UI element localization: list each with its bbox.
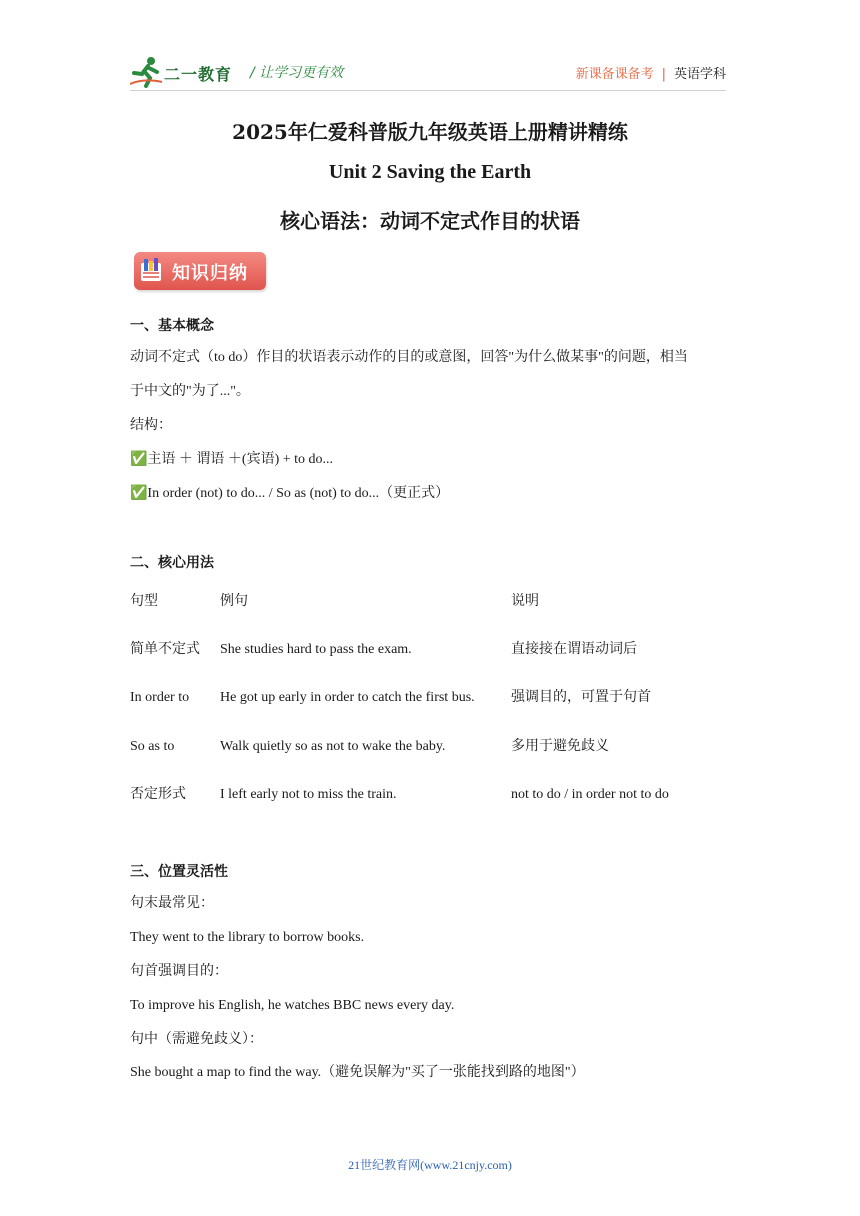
structure-item-2: ✅In order (not) to do... / So as (not) to do...（更正式） [130,486,450,501]
table-header-cell: 说明 [511,594,539,609]
runner-logo-icon [130,56,164,88]
structure-label: 结构： [130,418,172,433]
doc-title: 2025年仁爱科普版九年级英语上册精讲精练 [232,120,628,144]
table-cell: 简单不定式 [130,642,200,657]
header-separator: | [661,67,666,82]
table-cell: So as to [130,739,175,754]
table-cell: Walk quietly so as not to wake the baby. [220,739,446,754]
header-course-label: 新课备课备考 [575,67,654,82]
table-cell: He got up early in order to catch the first bus. [220,690,475,705]
badge-label: 知识归纳 [172,263,248,284]
position-example-3: She bought a map to find the way.（避免误解为"买了一张能找到路的地图"） [130,1065,585,1080]
position-label-2: 句首强调目的： [130,964,228,979]
table-header-cell: 例句 [220,594,248,609]
footer-link[interactable]: 21世纪教育网(www.21cnjy.com) [348,1158,512,1172]
unit-title: Unit 2 Saving the Earth [328,161,532,183]
table-cell: not to do / in order not to do [511,787,669,802]
table-header-cell: 句型 [130,594,158,609]
section1-para-line2: 于中文的"为了..."。 [130,384,250,399]
table-cell: 强调目的，可置于句首 [511,690,651,705]
slogan: / 让学习更有效 [250,65,344,81]
position-label-3: 句中（需避免歧义）： [130,1032,263,1047]
section2-heading: 二、核心用法 [130,555,214,571]
header-divider [130,90,726,91]
table-cell: 否定形式 [130,787,186,802]
structure-item-1: ✅主语 ＋ 谓语 ＋(宾语) + to do... [130,452,334,467]
knowledge-badge [134,252,266,290]
logo [130,56,238,88]
section1-heading: 一、基本概念 [130,318,214,334]
table-cell: 多用于避免歧义 [511,739,609,754]
position-example-1: They went to the library to borrow books. [130,930,365,945]
header-subject-label: 英语学科 [673,67,726,82]
position-label-1: 句末最常见： [130,896,214,911]
book-icon [140,257,162,283]
section1-para-line1: 动词不定式（to do）作目的状语表示动作的目的或意图，回答"为什么做某事"的问题，相当 [130,350,688,365]
table-cell: I left early not to miss the train. [220,787,397,802]
table-cell: She studies hard to pass the exam. [220,642,412,657]
table-cell: In order to [130,690,190,705]
page-header [130,56,726,90]
grammar-title: 核心语法：动词不定式作目的状语 [280,209,580,233]
section3-heading: 三、位置灵活性 [130,864,228,880]
position-example-2: To improve his English, he watches BBC news every day. [130,998,455,1013]
logo-text: 二一教育 [164,65,233,84]
table-cell: 直接接在谓语动词后 [511,642,637,657]
header-right [576,63,726,82]
